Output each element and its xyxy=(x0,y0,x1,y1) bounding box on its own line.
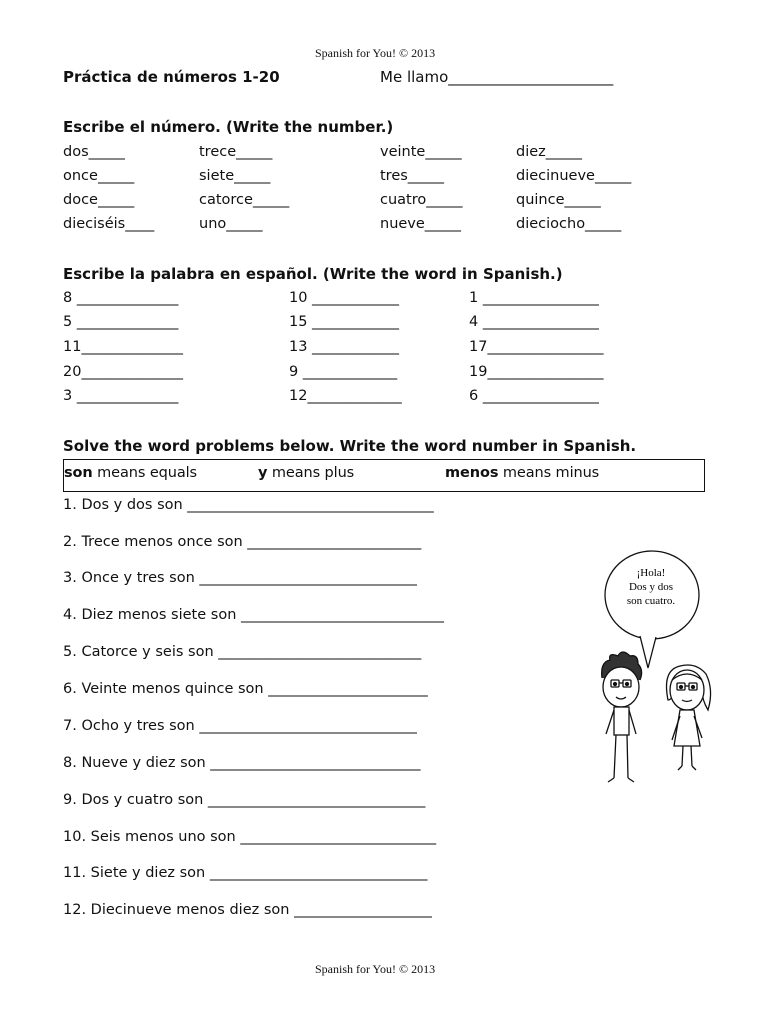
number-cell: 15 ____________ xyxy=(289,314,400,330)
word-cell: once_____ xyxy=(63,168,135,184)
word-cell: trece_____ xyxy=(199,144,273,160)
word-cell: dieciocho_____ xyxy=(516,216,622,232)
word-cell: nueve_____ xyxy=(380,216,462,232)
section1-heading: Escribe el número. (Write the number.) xyxy=(63,118,394,136)
problem-8: 8. Nueve y diez son _____________________________ xyxy=(63,755,421,771)
bubble-line-1: ¡Hola! xyxy=(636,567,666,579)
legend-menos-text: means minus xyxy=(498,465,600,481)
problem-1: 1. Dos y dos son __________________________________ xyxy=(63,497,434,513)
page-footer: Spanish for You! © 2013 xyxy=(315,962,436,976)
word-cell: catorce_____ xyxy=(199,192,290,208)
number-cell: 19________________ xyxy=(469,364,604,380)
bubble-line-3: son cuatro. xyxy=(626,595,676,607)
word-cell: diez_____ xyxy=(516,144,583,160)
word-cell: doce_____ xyxy=(63,192,135,208)
problem-11: 11. Siete y diez son ______________________________ xyxy=(63,865,428,881)
number-cell: 5 ______________ xyxy=(63,314,179,330)
number-cell: 9 _____________ xyxy=(289,364,398,380)
legend-son-word: son xyxy=(64,465,93,481)
girl-figure xyxy=(667,665,711,770)
number-cell: 1 ________________ xyxy=(469,290,599,306)
word-cell: uno_____ xyxy=(199,216,263,232)
number-cell: 8 ______________ xyxy=(63,290,179,306)
number-cell: 12_____________ xyxy=(289,388,402,404)
word-cell: siete_____ xyxy=(199,168,271,184)
problem-12: 12. Diecinueve menos diez son ___________________ xyxy=(63,902,432,918)
number-cell: 13 ____________ xyxy=(289,339,400,355)
problem-7: 7. Ocho y tres son ______________________________ xyxy=(63,718,417,734)
legend-y-text: means plus xyxy=(267,465,355,481)
legend-menos-word: menos xyxy=(445,465,499,481)
section3-heading: Solve the word problems below. Write the word number in Spanish. xyxy=(63,437,637,455)
number-cell: 20______________ xyxy=(63,364,183,380)
word-cell: veinte_____ xyxy=(380,144,462,160)
word-cell: tres_____ xyxy=(380,168,445,184)
word-cell: dieciséis____ xyxy=(63,216,155,232)
number-cell: 4 ________________ xyxy=(469,314,599,330)
problem-5: 5. Catorce y seis son ____________________________ xyxy=(63,644,422,660)
page-header: Spanish for You! © 2013 xyxy=(315,46,436,60)
name-line: Me llamo______________________ xyxy=(380,68,614,86)
worksheet-title: Práctica de números 1-20 xyxy=(63,68,280,86)
problem-6: 6. Veinte menos quince son ______________________ xyxy=(63,681,428,697)
problem-2: 2. Trece menos once son ________________________ xyxy=(63,534,422,550)
legend-son xyxy=(64,465,197,481)
word-cell: diecinueve_____ xyxy=(516,168,632,184)
bubble-line-2: Dos y dos xyxy=(628,581,674,593)
section2-heading: Escribe la palabra en español. (Write the word in Spanish.) xyxy=(63,265,563,283)
word-cell: dos_____ xyxy=(63,144,125,160)
legend-son-text: means equals xyxy=(92,465,198,481)
number-cell: 17________________ xyxy=(469,339,604,355)
number-cell: 6 ________________ xyxy=(469,388,599,404)
number-cell: 10 ____________ xyxy=(289,290,400,306)
problem-10: 10. Seis menos uno son ___________________________ xyxy=(63,829,437,845)
boy-figure xyxy=(602,652,642,782)
number-cell: 3 ______________ xyxy=(63,388,179,404)
legend-menos xyxy=(445,465,599,481)
legend-y-word: y xyxy=(258,465,268,481)
speech-bubble xyxy=(605,551,699,668)
legend-y xyxy=(258,465,354,481)
problem-3: 3. Once y tres son ______________________________ xyxy=(63,570,417,586)
word-cell: quince_____ xyxy=(516,192,601,208)
problem-4: 4. Diez menos siete son ____________________________ xyxy=(63,607,444,623)
word-cell: cuatro_____ xyxy=(380,192,463,208)
cartoon-kids-illustration xyxy=(592,550,762,790)
number-cell: 11______________ xyxy=(63,339,183,355)
problem-9: 9. Dos y cuatro son ______________________________ xyxy=(63,792,426,808)
